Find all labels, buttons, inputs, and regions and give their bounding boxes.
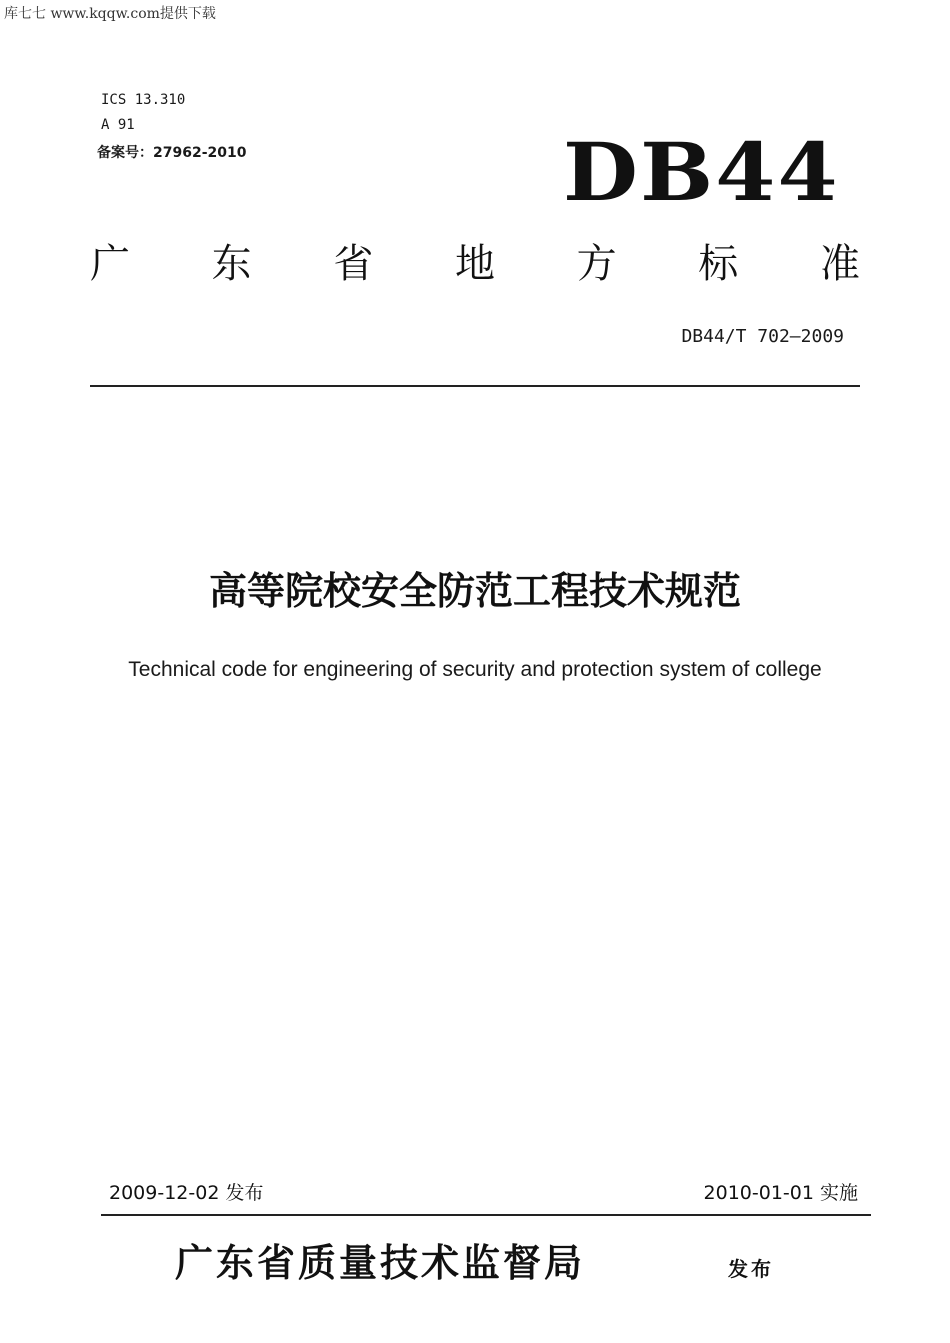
standard-number: DB44/T 702—2009	[681, 326, 844, 347]
implementation-date: 2010-01-01 实施	[703, 1182, 858, 1204]
download-watermark: 库七七 www.kqqw.com提供下载	[4, 6, 216, 22]
issue-date: 2009-12-02 发布	[109, 1182, 264, 1204]
standard-type-char: 广	[90, 241, 130, 287]
document-title-chinese: 高等院校安全防范工程技术规范	[208, 569, 741, 613]
db44-logo: DB44	[563, 125, 840, 219]
record-number: 备案号：27962-2010	[97, 145, 247, 161]
standard-type-char: 省	[333, 241, 374, 287]
footer-divider	[101, 1214, 871, 1216]
standard-type-char: 地	[454, 241, 495, 287]
standard-type-char: 东	[211, 241, 252, 287]
issuing-authority: 广东省质量技术监督局	[175, 1240, 586, 1285]
standard-type-heading	[90, 238, 860, 290]
issue-label: 发布	[728, 1257, 774, 1281]
ics-code: ICS 13.310	[101, 92, 186, 108]
document-title-english: Technical code for engineering of security and protection system of college	[128, 658, 822, 681]
standard-type-char: 标	[698, 241, 739, 287]
classification-code: A 91	[101, 117, 135, 133]
standard-type-char: 准	[819, 241, 860, 287]
standard-type-char: 方	[576, 241, 617, 287]
header-divider	[90, 385, 860, 387]
